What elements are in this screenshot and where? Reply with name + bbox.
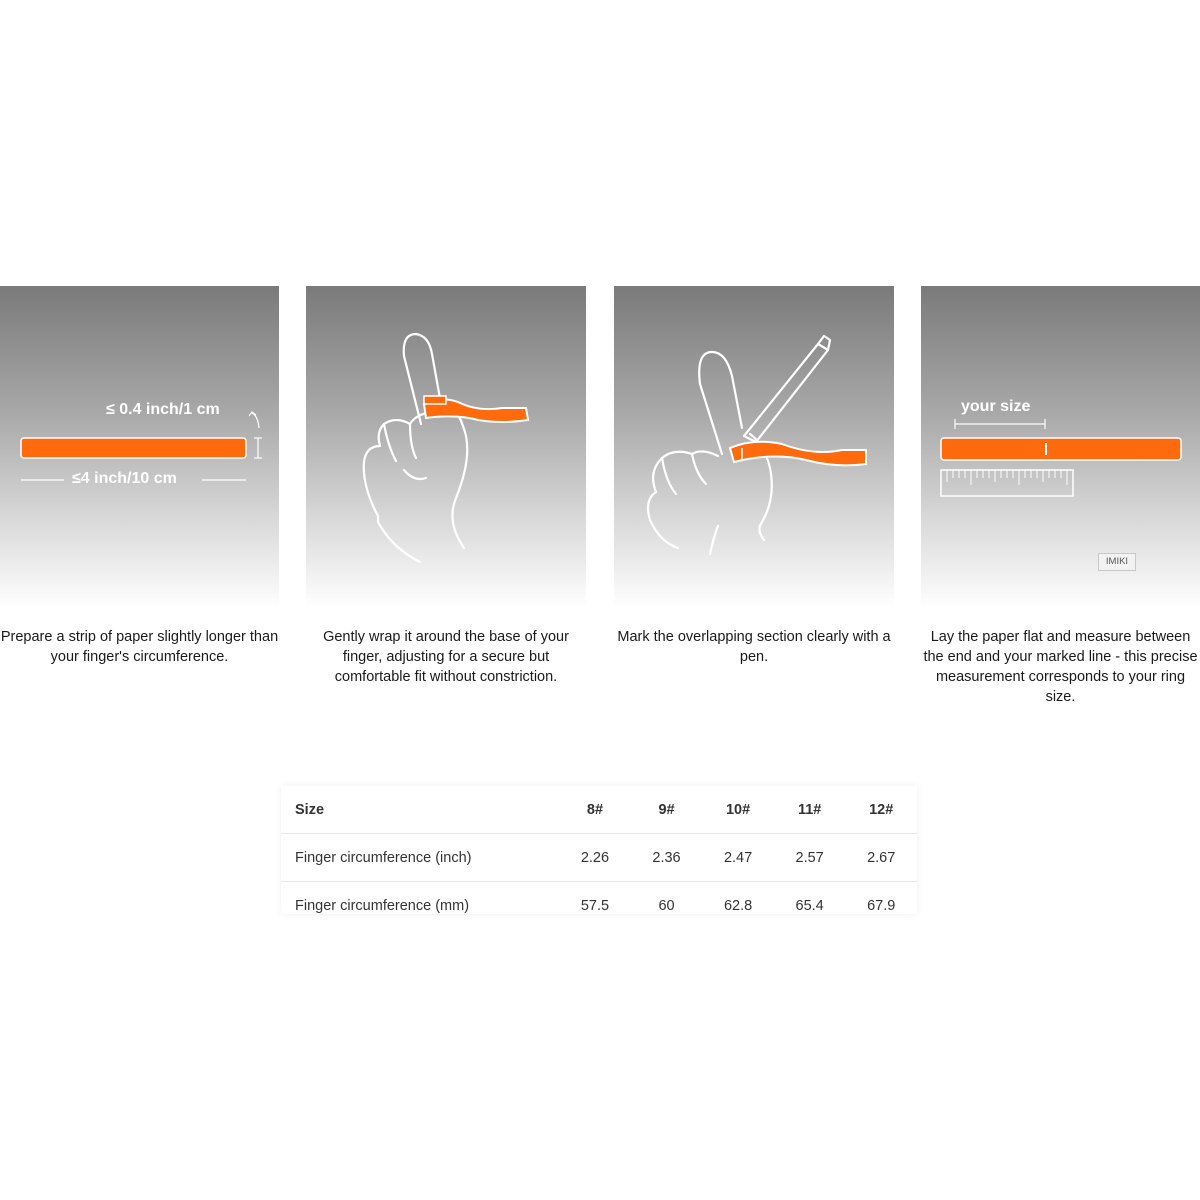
- table-cell: 57.5: [580, 897, 610, 914]
- table-header-cell: 8#: [586, 801, 604, 818]
- strip-width-label: ≤ 0.4 inch/1 cm: [106, 401, 220, 418]
- table-header-row: [281, 786, 917, 834]
- strip-length-label: ≤4 inch/10 cm: [72, 470, 177, 487]
- table-cell: 62.8: [723, 897, 753, 914]
- brand-tag: IMIKI: [1098, 553, 1136, 571]
- table-header-cell: 11#: [797, 801, 822, 818]
- table-cell: 2.47: [723, 849, 753, 866]
- step-2-caption: Gently wrap it around the base of your finger, adjusting for a secure but comfortable fit without constriction.: [323, 629, 569, 685]
- step-3-caption: Mark the overlapping section clearly with a pen.: [617, 629, 891, 665]
- hand-wrap-icon: [306, 286, 586, 608]
- your-size-label: your size: [961, 398, 1031, 415]
- step-4-caption: Lay the paper flat and measure between the end and your marked line - this precise measurement corresponds to your ring size.: [923, 629, 1198, 705]
- size-table: [281, 786, 917, 914]
- table-header-cell: 12#: [869, 801, 894, 818]
- step-2-panel: [306, 286, 586, 608]
- step-1-panel: [0, 286, 279, 608]
- table-header-cell: Size: [295, 801, 325, 818]
- table-cell: Finger circumference (mm): [295, 897, 470, 914]
- table-header-cell: 10#: [725, 801, 751, 818]
- table-cell: 2.26: [580, 849, 610, 866]
- ruler-measure-icon: [921, 286, 1200, 608]
- paper-strip-icon: [0, 286, 279, 608]
- table-header-cell: 9#: [658, 801, 675, 818]
- table-cell: 67.9: [867, 897, 896, 914]
- step-4-panel: [921, 286, 1200, 608]
- table-row: [281, 834, 917, 882]
- table-cell: 2.67: [867, 849, 896, 866]
- table-row: [281, 882, 917, 915]
- table-cell: 2.57: [795, 849, 824, 866]
- step-1-caption: Prepare a strip of paper slightly longer than your finger's circumference.: [0, 629, 279, 665]
- table-cell: 2.36: [652, 849, 681, 866]
- table-cell: 65.4: [795, 897, 824, 914]
- table-cell: 60: [658, 897, 675, 914]
- step-3-panel: [614, 286, 894, 608]
- table-cell: Finger circumference (inch): [295, 849, 472, 866]
- hand-pen-mark-icon: [614, 286, 894, 608]
